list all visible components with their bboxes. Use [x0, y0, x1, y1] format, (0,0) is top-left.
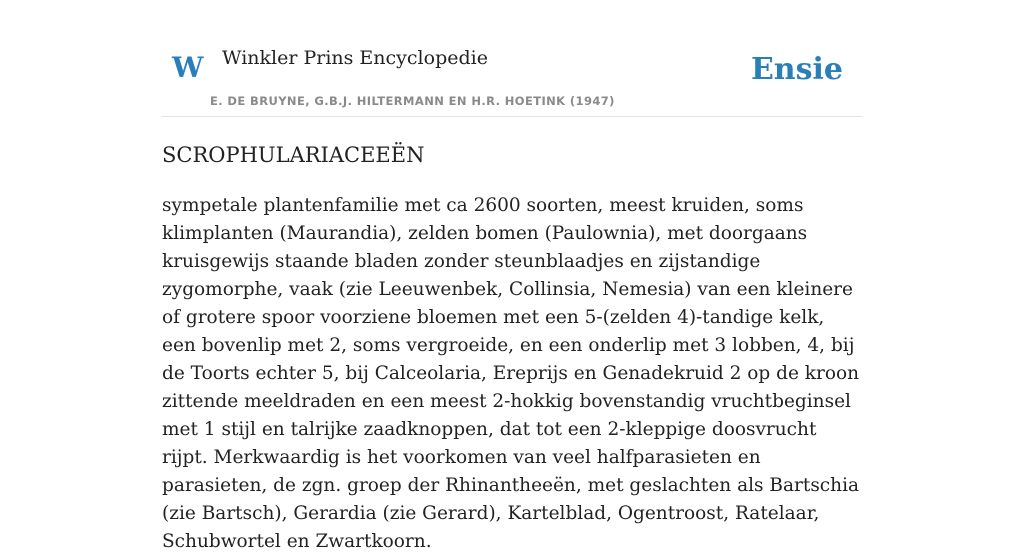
- entry-title: SCROPHULARIACEEËN: [162, 143, 425, 167]
- ensie-logo[interactable]: Ensie: [750, 52, 843, 87]
- source-authors: E. DE BRUYNE, G.B.J. HILTERMANN EN H.R. HOETINK (1947): [210, 94, 615, 108]
- entry-card: [162, 0, 862, 552]
- winkler-prins-logo[interactable]: W: [172, 51, 204, 84]
- site-header: [162, 0, 862, 117]
- source-title[interactable]: Winkler Prins Encyclopedie: [222, 47, 488, 69]
- entry-body: sympetale plantenfamilie met ca 2600 soorten, meest kruiden, soms klimplanten (Maurandia), zelden bomen (Paulownia), met doorgaans kruisgewijs staande bladen zonder steunblaadjes en zijstandige zygomorphe, vaak (zie Leeuwenbek, Collinsia, Nemesia) van een kleinere of grotere spoor voorziene bloemen met een 5-(zelden 4)-tandige kelk, een bovenlip met 2, soms vergroeide, en een onderlip met 3 lobben, 4, bij de Toorts echter 5, bij Calceolaria, Ereprijs en Genadekruid 2 op de kroon zittende meeldraden en een meest 2-hokkig bovenstandig vruchtbeginsel met 1 stijl en talrijke zaadknoppen, dat tot een 2-kleppige doosvrucht rijpt. Merkwaardig is het voorkomen van veel halfparasieten en parasieten, de zgn. groep der Rhinantheeën, met geslachten als Bartschia (zie Bartsch), Gerardia (zie Gerard), Kartelblad, Ogentroost, Ratelaar, Schubwortel en Zwartkoorn.: [162, 195, 860, 552]
